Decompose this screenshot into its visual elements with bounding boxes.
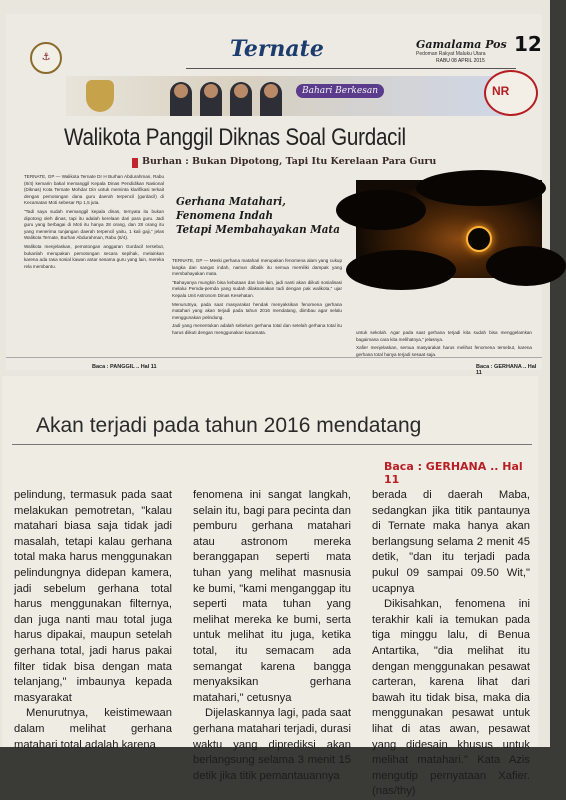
article-column-1 (14, 488, 172, 753)
paragraph: TERNATE, GP — Meski gerhana matahari merupakan fenomena alam yang cukup langka dan sangat indah, namun dibalik itu semua memiliki dampak yang membahayakan mata. (172, 258, 342, 277)
paragraph: fenomena ini sangat langkah, selain itu, bagi para pecinta dan pemburu gerhana matahari atau astronom mereka beranggapan seperti mata tuhan yang melihat masnusia ke bumi, "kami menganggap itu seperti mata tuhan yang melihat mereka ke bumi, serta untuk melihat itu juga, ketika total, itu semacam ada semangat karena bangga menyaksikan gerhana matahari," cetusnya (193, 489, 351, 704)
top-subheadline: Burhan : Bukan Dipotong, Tapi Itu Kerelaan Para Guru (142, 156, 437, 167)
article-column-2 (193, 488, 351, 784)
article-column-3 (372, 488, 530, 800)
clip-rule (6, 357, 542, 358)
feature-title-line: Tetapi Membahayakan Mata (176, 222, 340, 236)
section-title: Ternate (230, 36, 324, 62)
header-banner (66, 76, 506, 116)
paragraph: TERNATE, GP — Walikota Ternate Dr H Burhan Abdurahman, Rabu (8/4) kemarin bakal memanggil Kepala Dinas Pendidikan Nasional (Diknas) Kota Ternate Mohdar Din untuk meminta klarifikasi terkait dengan pemotongan dana guru daerah terpencil (gurdacil) di Kecamatan Moti sebesar Rp 1,5 juta. (24, 174, 164, 206)
top-story-column (24, 174, 164, 359)
paragraph: Menurutnya, pada saat masyarakat hendak menyaksikan fenomena gerhana matahari yang akan terjadi pada tahun 2016 mendatang, diimbau agar selalu menggunakan pelindung. (172, 301, 342, 320)
title-rule (12, 444, 532, 445)
officials-photo (166, 76, 286, 116)
paragraph: untuk sekolah. Agar pada saat gerhana terjadi kita sudah bisa menggelamkan bagaimana cara kita melihatnya," jelasnya. (356, 330, 532, 342)
page-number: 12 (514, 32, 542, 56)
feature-column-a (172, 258, 342, 358)
paragraph: "Bahayanya mungkin bisa kebutaan dan lain-lain, jadi nanti akan diikuti sosialisasi melalui Pemda-pemda yang sudah dilaksanakan tadi dengan pak walikota," ujar Kepala Unit Astronom Dinas Kesehatan. (172, 279, 342, 298)
feature-column-b (356, 330, 532, 358)
paragraph: Walikota menjelaskan, pemotongan anggaran Gurdacil tersebut, bukanlah merupakan pemotongan secara sepihak, melainkan karena ada rasa sosial kawan antar sesama guru yang lain, mereka rela membantu. (24, 243, 164, 269)
city-emblem-icon (86, 80, 114, 112)
paragraph: Xafier menjelaskan, semua masyarakat harus melihat fenomena tersebut, karena gerhana total hanya terjadi sesaat saja. (356, 345, 532, 357)
nr-badge-icon (484, 70, 538, 116)
baca-panggil: Baca : PANGGIL .. Hal 11 (92, 364, 157, 370)
feature-title-line: Gerhana Matahari, (176, 194, 286, 208)
banner-slogan: Bahari Berkesan (296, 84, 384, 98)
badge-label: NR (492, 84, 510, 98)
paragraph: Jadi yang menentukan adalah sebelum gerhana total dan setelah gerhana total itu harus diikuti dengan menggunakan kacamata. (172, 323, 342, 335)
baca-gerhana: Baca : GERHANA .. Hal 11 (384, 460, 523, 486)
person-icon (170, 82, 192, 116)
top-headline: Walikota Panggil Diknas Soal Gurdacil (64, 124, 406, 151)
article-title: Akan terjadi pada tahun 2016 mendatang (36, 414, 422, 437)
paragraph: Menurutnya, keistimewaan dalam melihat gerhana matahari total adalah karena (14, 707, 172, 751)
paragraph: berada di daerah Maba, sedangkan jika titik pantaunya di Ternate maka hanya akan berlangsung selama 2 menit 45 detik, "dan itu terjadi pada pukul 09 sampai 09.50 Wit," ucapnya (372, 489, 530, 595)
masthead-tagline: Pedoman Rakyat Maluku Utara (416, 51, 486, 57)
baca-gerhana-small: Baca : GERHANA .. Hal 11 (476, 364, 537, 376)
newspaper-article-clipping (2, 376, 538, 798)
person-icon (230, 82, 252, 116)
newspaper-logo-icon: ⚓ (30, 42, 62, 74)
person-icon (260, 82, 282, 116)
header-rule (186, 68, 516, 69)
feature-title (176, 194, 340, 236)
paragraph: pelindung, termasuk pada saat melakukan pemotretan, "kalau matahari biasa saja tidak jadi masalah, tetapi kalau gerhana total maka harus menggunakan pelindungnya didepan kamera, jadi sebelum gerhana total harus menggunakan filternya, dan juga nanti mau total juga harus dipakai, maupun setelah gerhana total, jadi harus pakai filter tidak bisa dengan mata telanjang," imbaunya kepada masyarakat (14, 489, 172, 704)
paragraph: Dijelaskannya lagi, pada saat gerhana matahari terjadi, durasi waktu yang diprediksi akan berlangsung selama 3 menit 15 detik jika titik pemantauannya (193, 707, 351, 782)
person-icon (200, 82, 222, 116)
subhead-marker-icon (132, 158, 138, 168)
paragraph: "Tadi saya sudah memanggil kepala dinas, ternyata itu bukan dipotong oleh dinas, tapi itu adalah kerelaan dari para guru. Jadi guru yang berbagai di Moti itu hanya 28 orang, dan 28 orang itu yang menerima tunjangan daerah terpencil yaitu, 1 kali gaji," jelas Walikota Ternate, Burhan Abdurahman, Rabu (8/4). (24, 208, 164, 241)
eclipse-ring-icon (466, 226, 492, 252)
masthead: Gamalama Pos (416, 38, 507, 51)
paragraph: Dikisahkan, fenomena ini terakhir kali ia temukan pada tiga minggu lalu, di Benua Antartika, "dia melihat itu dengan menggunakan pesawat carteran, karena lihat dari bawah itu tidak bisa, maka dia menggunakan pesawat untuk lihat di atas awan, pesawat yang didesain khusus untuk melihat matahari." Kata Azis mengutip pernyataan Xafier. (nas/thy) (372, 598, 530, 798)
feature-title-line: Fenomena Indah (176, 208, 274, 222)
issue-date: RABU 08 APRIL 2015 (436, 58, 485, 64)
eclipse-photo (356, 180, 542, 278)
newspaper-top-clipping (6, 14, 542, 376)
